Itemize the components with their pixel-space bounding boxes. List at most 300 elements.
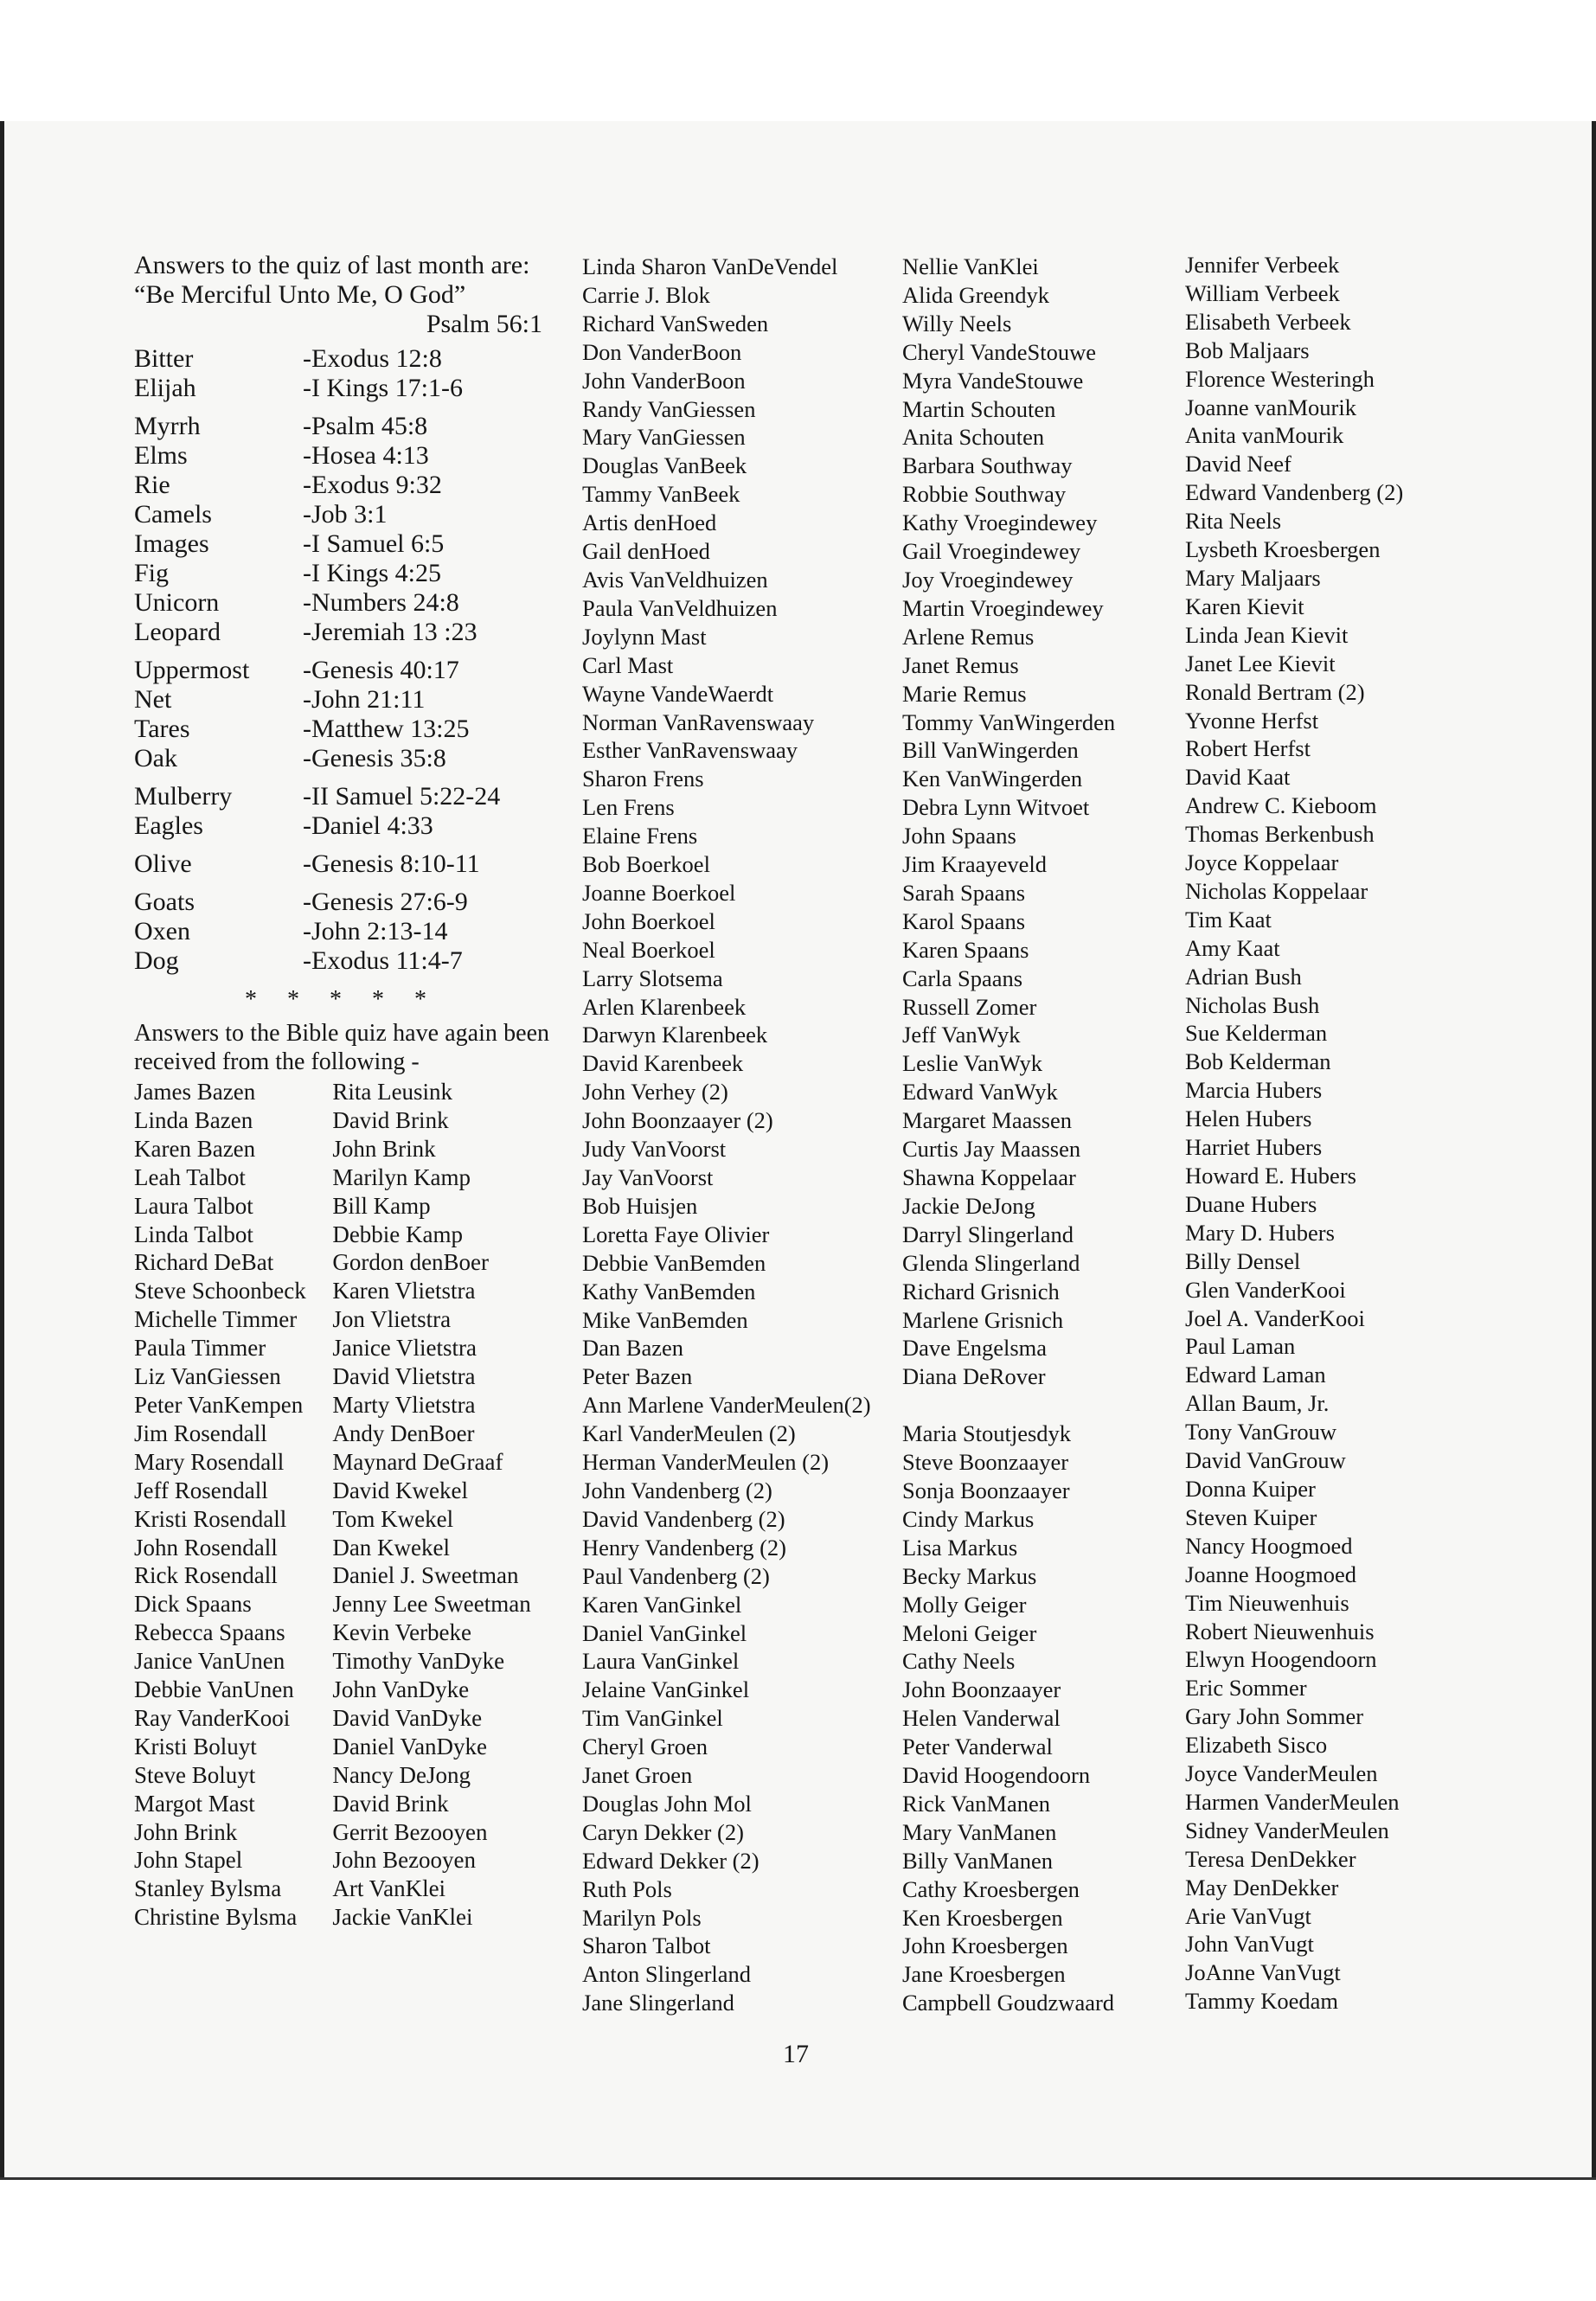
quiz-answer-group bbox=[134, 782, 549, 841]
quiz-answer-row bbox=[134, 811, 549, 841]
respondent-name: Mary VanManen bbox=[902, 1818, 1057, 1845]
quiz-answer-row bbox=[134, 656, 549, 685]
respondent-name: John Spaans bbox=[902, 823, 1016, 849]
answer-word: Rie bbox=[134, 471, 170, 499]
respondent-name: John Boonzaayer bbox=[902, 1676, 1061, 1703]
respondent-name: Joanne vanMourik bbox=[1185, 394, 1356, 420]
respondent-name: Edward Laman bbox=[1185, 1362, 1326, 1388]
respondent-name: Paula VanVeldhuizen bbox=[582, 594, 778, 621]
respondent-name: Edward Vandenberg (2) bbox=[1185, 479, 1404, 506]
respondent-name: John Brink bbox=[332, 1135, 436, 1162]
respondent-name: Len Frens bbox=[582, 794, 675, 821]
respondent-name: Neal Boerkoel bbox=[582, 936, 715, 963]
respondent-name: Karen VanGinkel bbox=[582, 1591, 742, 1618]
respondent-name: David Brink bbox=[332, 1106, 449, 1133]
respondents-left-block bbox=[134, 1078, 549, 1932]
respondents-column-2 bbox=[332, 1078, 549, 1932]
quiz-answer-group bbox=[134, 412, 549, 647]
respondent-name: John Vandenberg (2) bbox=[582, 1477, 772, 1503]
answer-reference: -Numbers 24:8 bbox=[303, 588, 459, 617]
respondent-name: Dan Kwekel bbox=[332, 1534, 451, 1561]
quiz-answer-row bbox=[134, 744, 549, 773]
respondent-name: Rick Rosendall bbox=[134, 1562, 278, 1589]
respondent-name: Andrew C. Kieboom bbox=[1185, 792, 1377, 819]
respondent-name: Richard VanSweden bbox=[582, 310, 769, 336]
respondent-name: Gary John Sommer bbox=[1185, 1703, 1364, 1730]
respondent-name: Eric Sommer bbox=[1185, 1675, 1307, 1702]
answer-reference: -Hosea 4:13 bbox=[303, 441, 429, 470]
respondent-name: Cheryl VandeStouwe bbox=[902, 338, 1096, 365]
answer-reference: -II Samuel 5:22-24 bbox=[303, 782, 501, 811]
respondent-name: Steven Kuiper bbox=[1185, 1503, 1317, 1530]
respondent-name: Jim Rosendall bbox=[134, 1420, 267, 1446]
respondent-name: David Vandenberg (2) bbox=[582, 1505, 785, 1532]
quiz-answer-row bbox=[134, 782, 549, 811]
respondent-name: Helen Vanderwal bbox=[902, 1705, 1061, 1732]
respondent-name: Sue Kelderman bbox=[1185, 1020, 1328, 1047]
respondent-name: Maynard DeGraaf bbox=[332, 1448, 503, 1475]
answer-reference: -Jeremiah 13 :23 bbox=[303, 618, 478, 646]
answer-word: Olive bbox=[134, 849, 192, 878]
answer-word: Camels bbox=[134, 500, 212, 529]
quiz-answer-group bbox=[134, 656, 549, 773]
answer-word: Fig bbox=[134, 559, 170, 587]
answer-reference: -John 21:11 bbox=[303, 685, 426, 714]
respondent-name: Liz VanGiessen bbox=[134, 1363, 281, 1390]
respondent-name: Joy Vroegindewey bbox=[902, 566, 1074, 593]
respondent-name: Leslie VanWyk bbox=[902, 1050, 1043, 1077]
respondent-name: Harriet Hubers bbox=[1185, 1134, 1323, 1161]
respondent-name: Rita Leusink bbox=[332, 1079, 453, 1105]
quiz-answer-group bbox=[134, 849, 549, 879]
answer-reference: -Genesis 40:17 bbox=[303, 656, 459, 684]
respondent-name: Carrie J. Blok bbox=[582, 281, 710, 308]
quiz-answer-row bbox=[134, 412, 549, 441]
respondent-name: Joanne Hoogmoed bbox=[1185, 1561, 1356, 1587]
respondent-name: Tom Kwekel bbox=[332, 1505, 454, 1532]
respondent-name: Glen VanderKooi bbox=[1185, 1276, 1346, 1303]
respondent-name: Laura Talbot bbox=[134, 1192, 253, 1219]
respondent-name: Ken Kroesbergen bbox=[902, 1904, 1063, 1931]
respondent-name: Sidney VanderMeulen bbox=[1185, 1817, 1389, 1843]
answer-word: Oxen bbox=[134, 917, 190, 945]
respondent-name: Karen Spaans bbox=[902, 936, 1029, 963]
respondent-name: Kevin Verbeke bbox=[332, 1619, 472, 1646]
respondent-name: Margaret Maassen bbox=[902, 1107, 1072, 1134]
respondent-name: Cathy Kroesbergen bbox=[902, 1875, 1080, 1902]
respondent-name: Richard Grisnich bbox=[902, 1278, 1060, 1304]
respondent-name: John Kroesbergen bbox=[902, 1932, 1068, 1959]
respondent-name: Edward Dekker (2) bbox=[582, 1847, 760, 1874]
respondent-name: Tammy Koedam bbox=[1185, 1988, 1338, 2015]
answer-word: Elijah bbox=[134, 374, 196, 402]
respondent-name: Ronald Bertram (2) bbox=[1185, 678, 1365, 705]
respondent-name: Leah Talbot bbox=[134, 1163, 246, 1190]
respondent-name: Willy Neels bbox=[902, 310, 1012, 336]
respondent-name: Jim Kraayeveld bbox=[902, 851, 1048, 878]
respondent-name: Darryl Slingerland bbox=[902, 1221, 1074, 1247]
respondent-name: Jackie DeJong bbox=[902, 1192, 1035, 1219]
respondent-name: Ruth Pols bbox=[582, 1875, 672, 1902]
respondent-name: Marlene Grisnich bbox=[902, 1306, 1064, 1333]
respondent-name: Karen Kievit bbox=[1185, 593, 1304, 619]
respondent-name: Lisa Markus bbox=[902, 1534, 1018, 1561]
answer-reference: -Matthew 13:25 bbox=[303, 715, 470, 743]
respondent-name: Rick VanManen bbox=[902, 1790, 1050, 1817]
respondent-name: Molly Geiger bbox=[902, 1591, 1027, 1618]
respondent-name: Jeff Rosendall bbox=[134, 1477, 268, 1503]
respondent-name: Thomas Berkenbush bbox=[1185, 821, 1375, 848]
respondent-name: James Bazen bbox=[134, 1079, 256, 1105]
respondent-name: Glenda Slingerland bbox=[902, 1249, 1080, 1276]
respondent-name: Steve Schoonbeck bbox=[134, 1278, 306, 1304]
respondent-name: Christine Bylsma bbox=[134, 1904, 298, 1931]
respondent-name: Debbie VanBemden bbox=[582, 1249, 766, 1276]
answer-reference: -Daniel 4:33 bbox=[303, 811, 433, 840]
respondent-name: Adrian Bush bbox=[1185, 963, 1302, 990]
respondent-name: Russell Zomer bbox=[902, 993, 1037, 1020]
respondent-name: Joanne Boerkoel bbox=[582, 879, 736, 906]
quiz-answer-row bbox=[134, 917, 549, 946]
respondent-name: Harmen VanderMeulen bbox=[1185, 1788, 1400, 1815]
answer-reference: -Genesis 27:6-9 bbox=[303, 888, 468, 916]
respondent-name: Sarah Spaans bbox=[902, 879, 1026, 906]
respondent-name: Bill VanWingerden bbox=[902, 737, 1079, 764]
answer-word: Mulberry bbox=[134, 782, 233, 811]
respondents-column-3 bbox=[582, 253, 911, 2017]
respondent-name: Daniel VanDyke bbox=[332, 1733, 488, 1759]
respondent-name: Paul Laman bbox=[1185, 1333, 1296, 1360]
respondent-name: Joyce Koppelaar bbox=[1185, 849, 1339, 876]
answer-reference: -Psalm 45:8 bbox=[303, 412, 428, 440]
respondent-name: Kathy Vroegindewey bbox=[902, 510, 1098, 536]
respondent-name: John Boerkoel bbox=[582, 907, 715, 934]
respondent-name: Dave Engelsma bbox=[902, 1335, 1048, 1362]
respondent-name: Tony VanGrouw bbox=[1185, 1419, 1337, 1445]
respondent-name: Art VanKlei bbox=[332, 1875, 446, 1902]
respondent-name bbox=[902, 1391, 1179, 1420]
respondent-name: Kristi Rosendall bbox=[134, 1505, 287, 1532]
respondent-name: Gail denHoed bbox=[582, 538, 710, 565]
answer-reference: -Exodus 11:4-7 bbox=[303, 946, 463, 975]
respondent-name: Elizabeth Sisco bbox=[1185, 1732, 1328, 1759]
quiz-answer-row bbox=[134, 344, 549, 374]
respondent-name: Daniel VanGinkel bbox=[582, 1619, 747, 1646]
respondent-name: Marilyn Pols bbox=[582, 1904, 702, 1931]
respondent-name: Nicholas Koppelaar bbox=[1185, 877, 1368, 904]
quiz-answer-row bbox=[134, 559, 549, 588]
answer-reference: -Exodus 12:8 bbox=[303, 344, 442, 373]
respondent-name: Tommy VanWingerden bbox=[902, 708, 1116, 735]
respondent-name: Elaine Frens bbox=[582, 823, 698, 849]
respondent-name: Herman VanderMeulen (2) bbox=[582, 1449, 830, 1476]
respondent-name: Peter Bazen bbox=[582, 1363, 693, 1390]
respondent-name: Jay VanVoorst bbox=[582, 1164, 714, 1190]
answer-word: Elms bbox=[134, 441, 188, 470]
answer-word: Dog bbox=[134, 946, 179, 975]
respondent-name: Arlen Klarenbeek bbox=[582, 993, 747, 1020]
respondent-name: Tim VanGinkel bbox=[582, 1705, 723, 1732]
respondent-name: Rita Neels bbox=[1185, 508, 1282, 535]
respondent-name: Caryn Dekker (2) bbox=[582, 1818, 744, 1845]
respondent-name: Nancy DeJong bbox=[332, 1761, 471, 1788]
answer-reference: -Genesis 8:10-11 bbox=[303, 849, 480, 878]
respondent-name: Karol Spaans bbox=[902, 907, 1026, 934]
quiz-answer-row bbox=[134, 888, 549, 917]
respondent-name: Bob Boerkoel bbox=[582, 851, 710, 878]
respondent-name: Jelaine VanGinkel bbox=[582, 1676, 750, 1703]
respondent-name: David Brink bbox=[332, 1790, 449, 1817]
respondent-name: David Vlietstra bbox=[332, 1363, 476, 1390]
respondent-name: Arlene Remus bbox=[902, 623, 1035, 650]
respondent-name: Bob Maljaars bbox=[1185, 336, 1310, 363]
respondent-name: Nancy Hoogmoed bbox=[1185, 1532, 1353, 1559]
respondent-name: Sharon Frens bbox=[582, 766, 704, 792]
answer-reference: -Job 3:1 bbox=[303, 500, 388, 529]
respondent-name: Myra VandeStouwe bbox=[902, 367, 1084, 394]
respondent-name: David Kwekel bbox=[332, 1477, 469, 1503]
respondent-name: Bob Huisjen bbox=[582, 1192, 698, 1219]
respondent-name: Nicholas Bush bbox=[1185, 991, 1320, 1018]
respondent-name: John VanVugt bbox=[1185, 1931, 1314, 1958]
respondent-name: Mary Rosendall bbox=[134, 1448, 285, 1475]
respondent-name: Karl VanderMeulen (2) bbox=[582, 1420, 796, 1447]
respondent-name: Gail Vroegindewey bbox=[902, 538, 1081, 565]
answer-word: Oak bbox=[134, 744, 177, 772]
respondent-name: Paula Timmer bbox=[134, 1335, 266, 1362]
quiz-answer-row bbox=[134, 441, 549, 471]
quiz-reference: Psalm 56:1 bbox=[426, 310, 542, 338]
respondent-name: Shawna Koppelaar bbox=[902, 1164, 1076, 1190]
respondent-name: Douglas John Mol bbox=[582, 1790, 752, 1817]
respondent-name: Jackie VanKlei bbox=[332, 1904, 473, 1931]
separator-stars: * * * * * bbox=[245, 986, 439, 1013]
answer-word: Uppermost bbox=[134, 656, 250, 684]
respondent-name: William Verbeek bbox=[1185, 279, 1340, 306]
respondent-name: Cindy Markus bbox=[902, 1505, 1035, 1532]
respondent-name: Bill Kamp bbox=[332, 1192, 431, 1219]
respondent-name: Janice Vlietstra bbox=[332, 1335, 478, 1362]
respondent-name: Kristi Boluyt bbox=[134, 1733, 257, 1759]
respondent-name: Jenny Lee Sweetman bbox=[332, 1591, 531, 1618]
respondent-name: Bob Kelderman bbox=[1185, 1048, 1331, 1075]
respondent-name: Yvonne Herfst bbox=[1185, 707, 1319, 734]
respondent-name: John Bezooyen bbox=[332, 1847, 477, 1874]
respondent-name: Maria Stoutjesdyk bbox=[902, 1420, 1072, 1447]
quiz-answer-row bbox=[134, 849, 549, 879]
quiz-answers-column bbox=[134, 251, 549, 1932]
respondent-name: Anita Schouten bbox=[902, 424, 1045, 451]
answer-reference: -I Kings 17:1-6 bbox=[303, 374, 463, 402]
respondent-name: David Karenbeek bbox=[582, 1050, 744, 1077]
respondent-name: Esther VanRavenswaay bbox=[582, 737, 798, 764]
respondent-name: Curtis Jay Maassen bbox=[902, 1136, 1081, 1163]
respondent-name: Alida Greendyk bbox=[902, 281, 1049, 308]
answer-word: Bitter bbox=[134, 344, 194, 373]
respondent-name: Steve Boonzaayer bbox=[902, 1449, 1069, 1476]
quiz-answer-group bbox=[134, 888, 549, 976]
respondent-name: Kathy VanBemden bbox=[582, 1278, 756, 1304]
respondent-name: Gordon denBoer bbox=[332, 1249, 490, 1276]
respondent-name: David Hoogendoorn bbox=[902, 1762, 1091, 1789]
respondent-name: Daniel J. Sweetman bbox=[332, 1562, 519, 1589]
respondent-name: Helen Hubers bbox=[1185, 1106, 1312, 1132]
answer-word: Leopard bbox=[134, 618, 221, 646]
respondent-name: Tammy VanBeek bbox=[582, 481, 740, 508]
respondent-name: Debra Lynn Witvoet bbox=[902, 794, 1090, 821]
respondent-name: Peter VanKempen bbox=[134, 1391, 304, 1418]
respondent-name: Rebecca Spaans bbox=[134, 1619, 285, 1646]
respondent-name: Peter Vanderwal bbox=[902, 1734, 1053, 1760]
respondent-name: Meloni Geiger bbox=[902, 1619, 1037, 1646]
respondent-name: Anton Slingerland bbox=[582, 1961, 752, 1988]
respondent-name: Carl Mast bbox=[582, 651, 674, 678]
answer-reference: -I Samuel 6:5 bbox=[303, 529, 445, 558]
respondent-name: Allan Baum, Jr. bbox=[1185, 1390, 1330, 1417]
quiz-answer-row bbox=[134, 946, 549, 976]
respondent-name: Debbie Kamp bbox=[332, 1221, 464, 1247]
quiz-answer-row bbox=[134, 529, 549, 559]
respondent-name: Gerrit Bezooyen bbox=[332, 1818, 488, 1845]
respondent-name: Janet Groen bbox=[582, 1762, 693, 1789]
respondent-name: Linda Jean Kievit bbox=[1185, 621, 1349, 648]
respondent-name: Marilyn Kamp bbox=[332, 1163, 471, 1190]
answer-word: Myrrh bbox=[134, 412, 201, 440]
respondent-name: Mike VanBemden bbox=[582, 1306, 748, 1333]
respondent-name: Linda Talbot bbox=[134, 1221, 253, 1247]
quiz-answer-group bbox=[134, 344, 549, 403]
respondent-name: John VanderBoon bbox=[582, 367, 746, 394]
quiz-answer-row bbox=[134, 374, 549, 403]
quiz-answer-row bbox=[134, 685, 549, 715]
respondent-name: John Brink bbox=[134, 1818, 238, 1845]
respondent-name: Loretta Faye Olivier bbox=[582, 1221, 770, 1247]
respondent-name: Marie Remus bbox=[902, 680, 1027, 707]
respondent-name: Don VanderBoon bbox=[582, 338, 742, 365]
respondent-name: Wayne VandeWaerdt bbox=[582, 680, 774, 707]
answer-word: Unicorn bbox=[134, 588, 220, 617]
respondent-name: John Stapel bbox=[134, 1847, 243, 1874]
quiz-answer-row bbox=[134, 618, 549, 647]
respondent-name: Lysbeth Kroesbergen bbox=[1185, 536, 1381, 563]
respondent-name: Tim Kaat bbox=[1185, 906, 1272, 933]
quiz-answer-row bbox=[134, 715, 549, 744]
respondent-name: John Rosendall bbox=[134, 1534, 278, 1561]
quiz-title: “Be Merciful Unto Me, O God” bbox=[134, 280, 466, 309]
respondent-name: David VanDyke bbox=[332, 1704, 483, 1731]
respondent-name: Howard E. Hubers bbox=[1185, 1163, 1356, 1189]
answer-reference: -I Kings 4:25 bbox=[303, 559, 441, 587]
respondent-name: Norman VanRavenswaay bbox=[582, 708, 815, 735]
respondent-name: Joyce VanderMeulen bbox=[1185, 1760, 1378, 1787]
respondent-name: Debbie VanUnen bbox=[134, 1676, 294, 1703]
respondent-name: Douglas VanBeek bbox=[582, 452, 747, 479]
respondent-name: Jane Slingerland bbox=[582, 1990, 734, 2016]
respondent-name: Tim Nieuwenhuis bbox=[1185, 1589, 1349, 1616]
respondent-name: Teresa DenDekker bbox=[1185, 1845, 1356, 1872]
respondent-name: Marcia Hubers bbox=[1185, 1077, 1323, 1104]
respondent-name: Carla Spaans bbox=[902, 965, 1023, 991]
respondent-name: Karen Bazen bbox=[134, 1135, 256, 1162]
respondent-name: Joylynn Mast bbox=[582, 623, 707, 650]
respondent-name: Ann Marlene VanderMeulen(2) bbox=[582, 1392, 871, 1419]
respondent-name: Henry Vandenberg (2) bbox=[582, 1534, 786, 1561]
respondent-name: Ken VanWingerden bbox=[902, 766, 1083, 792]
respondent-name: Robbie Southway bbox=[902, 481, 1067, 508]
respondent-name: Mary VanGiessen bbox=[582, 424, 746, 451]
respondent-name: Darwyn Klarenbeek bbox=[582, 1022, 768, 1048]
respondent-name: Dan Bazen bbox=[582, 1335, 683, 1362]
respondent-name: Martin Vroegindewey bbox=[902, 594, 1104, 621]
respondent-name: Jon Vlietstra bbox=[332, 1306, 452, 1333]
answer-reference: -John 2:13-14 bbox=[303, 917, 448, 945]
respondent-name: Jane Kroesbergen bbox=[902, 1961, 1066, 1988]
respondent-name: Steve Boluyt bbox=[134, 1761, 256, 1788]
respondent-name: Billy VanManen bbox=[902, 1847, 1053, 1874]
respondent-name: Anita vanMourik bbox=[1185, 422, 1344, 449]
answer-reference: -Genesis 35:8 bbox=[303, 744, 446, 772]
respondents-column-1 bbox=[134, 1078, 332, 1932]
respondent-name: Artis denHoed bbox=[582, 510, 717, 536]
respondent-name: Duane Hubers bbox=[1185, 1190, 1317, 1217]
answer-reference: -Exodus 9:32 bbox=[303, 471, 442, 499]
respondent-name: Dick Spaans bbox=[134, 1591, 252, 1618]
respondent-name: Donna Kuiper bbox=[1185, 1475, 1316, 1502]
respondent-name: Cheryl Groen bbox=[582, 1734, 708, 1760]
respondent-name: JoAnne VanVugt bbox=[1185, 1959, 1341, 1986]
respondent-name: John VanDyke bbox=[332, 1676, 470, 1703]
respondent-name: Campbell Goudzwaard bbox=[902, 1990, 1115, 2016]
quiz-answer-list bbox=[134, 344, 549, 976]
respondent-name: Sonja Boonzaayer bbox=[902, 1477, 1070, 1503]
respondent-name: Jennifer Verbeek bbox=[1185, 252, 1340, 278]
respondent-name: Florence Westeringh bbox=[1185, 365, 1375, 392]
respondent-name: Mary Maljaars bbox=[1185, 564, 1321, 591]
answer-word: Net bbox=[134, 685, 172, 714]
page-bottom-edge bbox=[0, 2177, 1596, 2180]
respondent-name: Martin Schouten bbox=[902, 395, 1056, 422]
respondent-name: Laura VanGinkel bbox=[582, 1648, 740, 1675]
respondent-name: Joel A. VanderKooi bbox=[1185, 1304, 1365, 1331]
respondent-name: Diana DeRover bbox=[902, 1363, 1046, 1390]
respondent-name: Edward VanWyk bbox=[902, 1079, 1058, 1106]
respondent-name: Arie VanVugt bbox=[1185, 1902, 1311, 1929]
respondent-name: Mary D. Hubers bbox=[1185, 1219, 1335, 1246]
respondent-name: Nellie VanKlei bbox=[902, 253, 1039, 279]
answer-word: Images bbox=[134, 529, 209, 558]
respondent-name: Linda Bazen bbox=[134, 1106, 253, 1133]
respondent-name: Michelle Timmer bbox=[134, 1306, 298, 1333]
respondent-name: Becky Markus bbox=[902, 1562, 1037, 1589]
respondent-name: Paul Vandenberg (2) bbox=[582, 1562, 770, 1589]
respondents-column-5 bbox=[1185, 251, 1462, 2016]
respondent-name: Judy VanVoorst bbox=[582, 1136, 727, 1163]
intro-text: Answers to the quiz of last month are: bbox=[134, 251, 530, 279]
respondent-name: David Kaat bbox=[1185, 764, 1291, 791]
respondent-name: David Neef bbox=[1185, 451, 1292, 478]
respondent-name: Linda Sharon VanDeVendel bbox=[582, 253, 838, 279]
respondent-name: Stanley Bylsma bbox=[134, 1875, 282, 1902]
answer-word: Eagles bbox=[134, 811, 203, 840]
respondent-name: May DenDekker bbox=[1185, 1874, 1339, 1900]
respondent-name: Richard DeBat bbox=[134, 1249, 274, 1276]
received-text: Answers to the Bible quiz have again been received from the following - bbox=[134, 1020, 549, 1075]
respondent-name: Timothy VanDyke bbox=[332, 1648, 505, 1675]
answer-word: Tares bbox=[134, 715, 190, 743]
respondent-name: Janet Remus bbox=[902, 651, 1019, 678]
respondent-name: John Verhey (2) bbox=[582, 1079, 728, 1106]
respondent-name: Karen Vlietstra bbox=[332, 1278, 476, 1304]
